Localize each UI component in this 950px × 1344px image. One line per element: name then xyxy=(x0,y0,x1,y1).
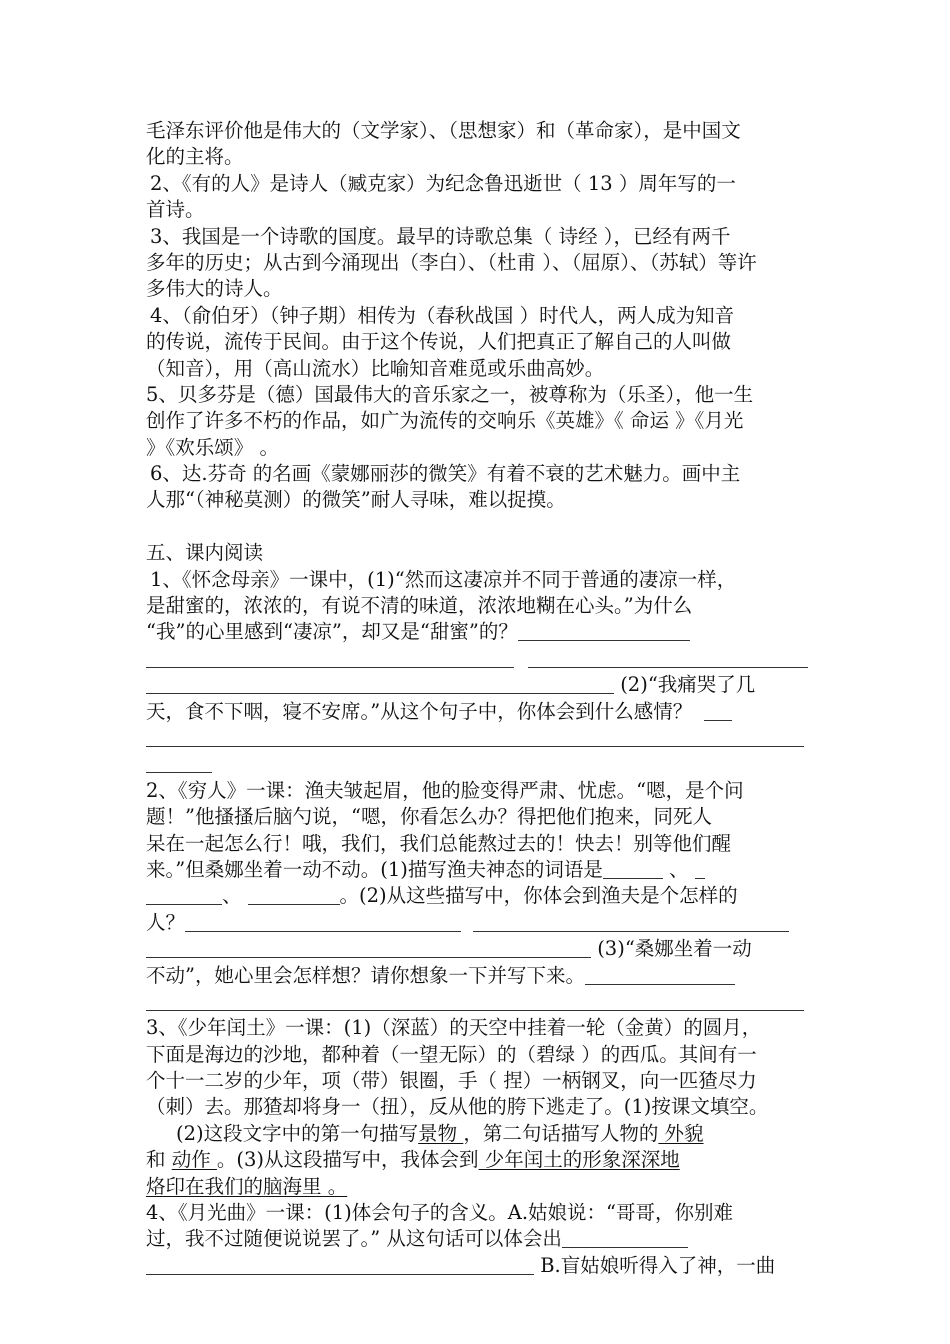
answer-blank[interactable] xyxy=(248,884,340,905)
s4-p4-line3: （知音），用（高山流水）比喻知音难觅或乐曲高妙。 xyxy=(146,356,605,380)
s4-p5-line1: 5、贝多芬是（德）国最伟大的音乐家之一，被尊称为（乐圣），他一生 xyxy=(146,382,754,406)
q1-line1: 1、《怀念母亲》一课中，(1)“然而这凄凉并不同于普通的凄凉一样， xyxy=(150,567,737,591)
q3-sub2: (2)这段文字中的第一句描写 xyxy=(176,1121,419,1145)
answer-blank[interactable] xyxy=(146,647,514,668)
q2-line6 xyxy=(146,910,811,936)
q4-line1: 4、《月光曲》一课：(1)体会句子的含义。A.姑娘说：“哥哥，你别难 xyxy=(146,1201,734,1225)
q2-line2: 题！”他搔搔后脑勺说，“嗯，你看怎么办？得把他们抱来，同死人 xyxy=(146,805,712,829)
q2-sub3: (3)“桑娜坐着一动 xyxy=(597,937,752,961)
answer-blank[interactable] xyxy=(146,884,222,905)
answer-text: 少年闰土的形象深深地 xyxy=(478,1148,680,1172)
s4-p5-line2: 创作了许多不朽的作品，如广为流传的交响乐《英雄》《 命运 》《月光 xyxy=(146,409,744,433)
answer-blank[interactable] xyxy=(585,964,735,985)
separator: 、 xyxy=(669,857,689,881)
answer-blank[interactable] xyxy=(146,673,614,694)
q1-line5 xyxy=(146,672,811,698)
answer-blank[interactable] xyxy=(146,726,804,747)
s4-p2-line1: 2、《有的人》是诗人（臧克家）为纪念鲁迅逝世（ 13 ）周年写的一 xyxy=(150,171,736,195)
q2-line7 xyxy=(146,936,811,962)
q3-sub2b: ，第二句话描写人物的 xyxy=(463,1121,659,1145)
s4-p2-line2: 首诗。 xyxy=(146,198,205,222)
answer-blank[interactable] xyxy=(146,937,591,958)
q2-line4 xyxy=(146,857,811,883)
answer-text: 动作 xyxy=(171,1148,217,1172)
answer-blank[interactable] xyxy=(562,1227,688,1248)
separator: 、 xyxy=(222,884,242,908)
s4-p5-line3: 》《欢乐颂》 。 xyxy=(146,435,279,459)
q3-sub3: 。(3)从这段描写中，我体会到 xyxy=(216,1148,479,1172)
answer-blank[interactable] xyxy=(473,911,789,932)
q3-line5 xyxy=(146,1121,811,1147)
q3-line4: （刺）去。那猹却将身一（扭），反从他的胯下逃走了。(1)按课文填空。 xyxy=(146,1095,769,1119)
q3-line2: 下面是海边的沙地，都种着（一望无际）的（碧绿 ）的西瓜。其间有一 xyxy=(146,1042,757,1066)
q2-line3: 呆在一起怎么行！哦，我们，我们总能熬过去的！快去！别等他们醒 xyxy=(146,831,732,855)
s4-p4-line1: 4、（俞伯牙）（钟子期）相传为（春秋战国 ）时代人，两人成为知音 xyxy=(150,303,735,327)
q2-line1: 2、《穷人》一课：渔夫皱起眉，他的脸变得严肃、忧虑。“嗯，是个问 xyxy=(146,778,744,802)
s4-p3-line2: 多年的历史；从古到今涌现出（李白）、（杜甫 ）、（屈原）、（苏轼）等许 xyxy=(146,250,757,274)
answer-blank[interactable] xyxy=(695,858,705,879)
answer-blank[interactable] xyxy=(185,911,461,932)
q2-sub2-prompt: 人？ xyxy=(146,910,186,934)
q4-line3 xyxy=(146,1253,811,1279)
answer-blank[interactable] xyxy=(518,620,690,641)
q1-sub2: (2)“我痛哭了几 xyxy=(620,673,756,697)
q4-sentence: 过，我不过随便说说罢了。” 从这句话可以体会出 xyxy=(146,1227,562,1251)
q1-line3 xyxy=(146,619,811,645)
s4-p6-line2: 人那“（神秘莫测）的微笑”耐人寻味，难以捉摸。 xyxy=(146,488,566,512)
s4-p1-line1: 毛泽东评价他是伟大的（文学家）、（思想家）和（革命家），是中国文 xyxy=(146,119,741,142)
document-page xyxy=(146,118,811,1279)
q2-line9 xyxy=(146,989,811,1015)
s4-p4-line2: 的传说，流传于民间。由于这个传说，人们把真正了解自己的人叫做 xyxy=(146,330,732,354)
section-heading: 五、课内阅读 xyxy=(146,541,264,565)
q2-line8 xyxy=(146,963,811,989)
q1-line8 xyxy=(146,751,811,777)
s4-p3-line1: 3、我国是一个诗歌的国度。最早的诗歌总集（ 诗经 ），已经有两千 xyxy=(150,224,731,248)
answer-blank[interactable] xyxy=(704,700,732,721)
q3-line3: 个十一二岁的少年，项（带）银圈，手（ 捏）一柄钢叉，向一匹猹尽力 xyxy=(146,1069,757,1093)
q2-sub3-text: 不动”，她心里会怎样想？请你想象一下并写下来。 xyxy=(146,963,585,987)
s4-p1-line2: 化的主将。 xyxy=(146,145,244,169)
q3-and: 和 xyxy=(146,1148,166,1172)
q1-prompt: “我”的心里感到“凄凉”，却又是“甜蜜”的？ xyxy=(146,620,518,644)
q3-line6 xyxy=(146,1147,811,1173)
answer-blank[interactable] xyxy=(528,647,808,668)
q3-line1: 3、《少年闰土》一课：(1)（深蓝）的天空中挂着一轮（金黄）的圆月， xyxy=(146,1016,762,1040)
s4-p3-line3: 多伟大的诗人。 xyxy=(146,277,283,301)
q1-line6 xyxy=(146,699,811,725)
q3-line7 xyxy=(146,1174,811,1200)
q2-sub1: 来。”但桑娜坐着一动不动。(1)描写渔夫神态的词语是 xyxy=(146,857,603,881)
answer-blank[interactable] xyxy=(146,1254,534,1275)
q1-sub2-text: 天，食不下咽，寝不安席。”从这个句子中，你体会到什么感情？ xyxy=(146,699,693,723)
answer-blank[interactable] xyxy=(603,858,663,879)
answer-blank[interactable] xyxy=(146,990,804,1011)
q1-line7 xyxy=(146,725,811,751)
s4-p6-line1: 6、达.芬奇 的名画《蒙娜丽莎的微笑》有着不衰的艺术魅力。画中主 xyxy=(150,462,741,486)
q4-line2 xyxy=(146,1226,811,1252)
q1-line4 xyxy=(146,646,811,672)
q2-line5 xyxy=(146,883,811,909)
spacer xyxy=(146,514,811,540)
answer-blank[interactable] xyxy=(146,752,212,773)
answer-text: 外貌 xyxy=(658,1121,704,1145)
answer-text: 景物 xyxy=(418,1121,464,1145)
q1-line2: 是甜蜜的，浓浓的，有说不清的味道，浓浓地糊在心头。”为什么 xyxy=(146,594,693,618)
q4-sub-b: B.盲姑娘听得入了神，一曲 xyxy=(540,1253,776,1277)
answer-text: 烙印在我们的脑海里 。 xyxy=(146,1174,348,1198)
q2-sub2: 。(2)从这些描写中，你体会到渔夫是个怎样的 xyxy=(339,884,738,908)
